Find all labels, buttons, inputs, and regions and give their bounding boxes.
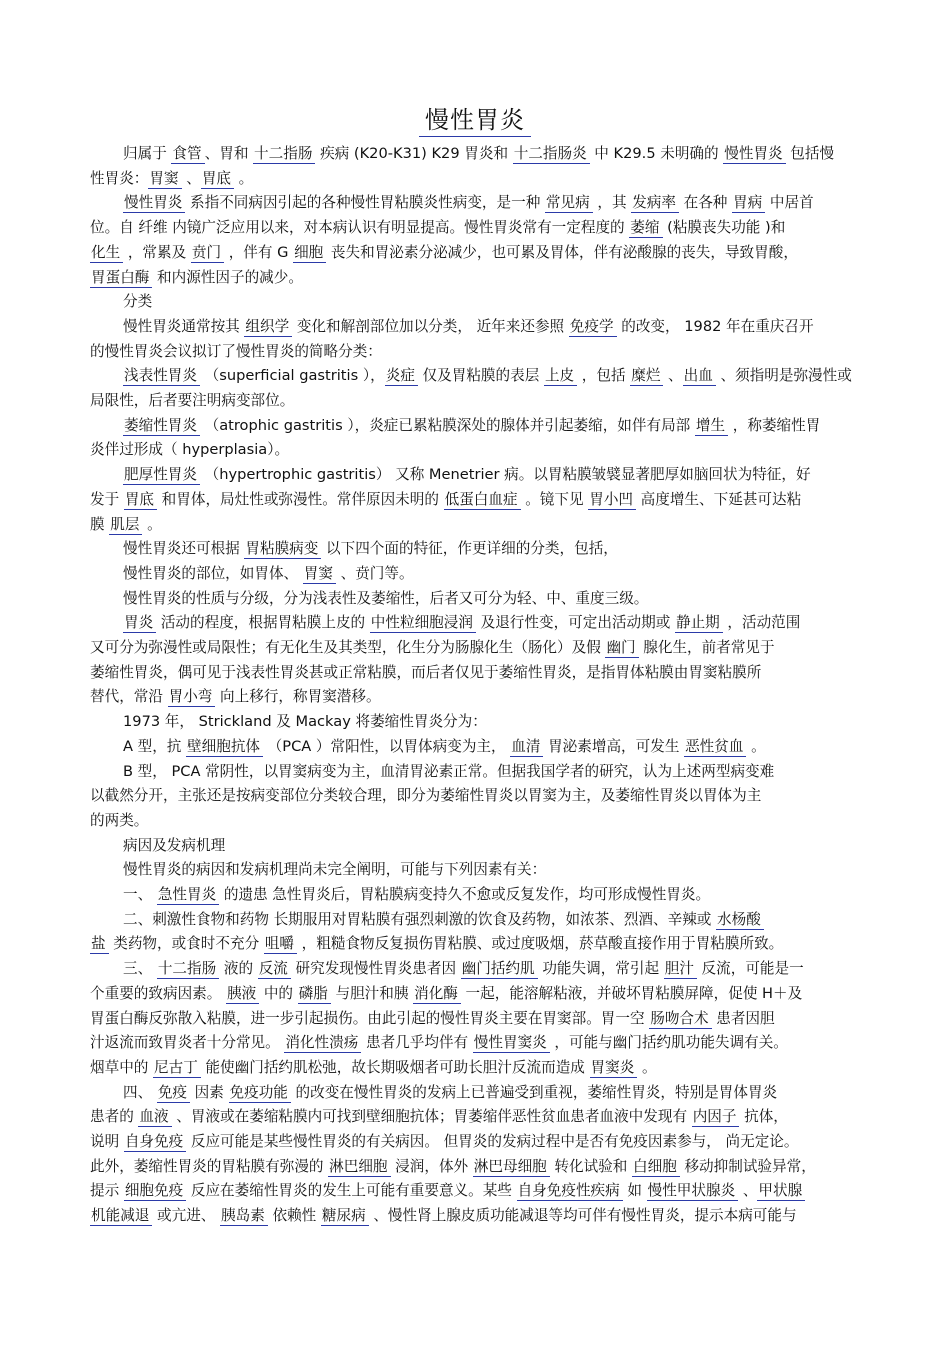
text-run: 。 xyxy=(234,169,254,187)
text-run: 依赖性 xyxy=(267,1207,321,1225)
term-link[interactable]: 肥厚性胃炎 xyxy=(123,466,200,485)
text-run: 一起，能溶解粘液，并破坏胃粘膜屏障，促使 H＋及 xyxy=(460,984,803,1002)
text-run: 以截然分开，主张还是按病变部位分类较合理，即分为萎缩性胃炎以胃窦为主，及萎缩性胃炎以胃体为主 xyxy=(90,787,762,805)
text-run: 和内源性因子的减少。 xyxy=(152,268,303,286)
text-run: 炎伴过形成（ hyperplasia）。 xyxy=(90,441,290,459)
term-link[interactable]: 急性胃炎 xyxy=(157,886,219,905)
text-line xyxy=(123,737,860,757)
text-run: 在各种 xyxy=(678,194,733,212)
text-run: 的慢性胃炎会议拟订了慢性胃炎的简略分类： xyxy=(90,342,382,360)
text-line xyxy=(123,589,860,609)
text-line xyxy=(123,1083,860,1103)
text-run: 反应在萎缩性胃炎的发生上可能有重要意义。某些 xyxy=(186,1182,517,1200)
text-run: 汁返流而致胃炎者十分常见。 xyxy=(90,1034,285,1052)
text-run: 抗体， xyxy=(739,1108,788,1126)
text-run: 中的 xyxy=(259,984,298,1002)
term-link[interactable]: 萎缩 xyxy=(629,219,662,238)
text-line xyxy=(90,490,860,510)
text-run: 丧失和胃泌素分泌减少，也可累及胃体，伴有泌酸腺的丧失，导致胃酸， xyxy=(326,243,798,261)
term-link[interactable]: 慢性胃炎 xyxy=(723,145,785,164)
text-run: 高度增生、下延甚可达粘 xyxy=(636,490,802,508)
text-line xyxy=(90,663,860,683)
term-link[interactable]: 机能减退 xyxy=(90,1207,152,1226)
text-run: ，可能与幽门括约肌功能失调有关。 xyxy=(549,1034,788,1052)
text-run: 胃蛋白酶反弥散入粘膜，进一步引起损伤。由此引起的慢性胃炎主要在胃窦部。胃一空 xyxy=(90,1009,650,1027)
text-run: 性胃炎： xyxy=(90,169,149,187)
text-line xyxy=(123,539,860,559)
text-run: 中 K29.5 未明确的 xyxy=(589,145,724,162)
term-link[interactable]: 慢性胃炎 xyxy=(123,194,185,213)
text-line xyxy=(90,1206,860,1226)
text-run: 的改变， 1982 年在重庆召开 xyxy=(616,317,814,335)
term-link[interactable]: 静止期 xyxy=(675,614,723,633)
term-link[interactable]: 血液 xyxy=(138,1108,171,1127)
text-run: 液的 xyxy=(219,960,258,978)
text-line xyxy=(123,910,860,930)
term-link[interactable]: 胰液 xyxy=(226,985,259,1004)
text-line xyxy=(90,811,860,831)
term-link[interactable]: 壁细胞抗体 xyxy=(186,738,263,757)
text-line xyxy=(90,1033,860,1053)
text-run: 研究发现慢性胃炎患者因 xyxy=(290,960,461,978)
term-link[interactable]: 细胞 xyxy=(293,244,326,263)
term-link[interactable]: 上皮 xyxy=(544,367,577,386)
text-run: 分类 xyxy=(123,293,153,311)
term-link[interactable]: 自身免疫性疾病 xyxy=(517,1182,623,1201)
text-run: 归属于 xyxy=(123,145,172,162)
term-link[interactable]: 胆汁 xyxy=(664,960,697,979)
text-line xyxy=(123,959,860,979)
term-link[interactable]: 恶性贫血 xyxy=(684,738,746,757)
text-run: 变化和解剖部位加以分类， 近年来还参照 xyxy=(292,317,569,335)
text-line xyxy=(123,317,860,337)
term-link[interactable]: 白细胞 xyxy=(632,1158,680,1177)
text-run: 、胃和 xyxy=(204,145,254,162)
text-run: 。镜下见 xyxy=(520,490,589,508)
text-run: 和胃体，局灶性或弥漫性。常伴原因未明的 xyxy=(157,490,444,508)
text-run: B 型， PCA 常阴性，以胃窦病变为主，血清胃泌素正常。但据我国学者的研究，认为上述两型病变难 xyxy=(123,762,775,780)
term-link[interactable]: 肠吻合术 xyxy=(649,1010,711,1029)
term-link[interactable]: 咀嚼 xyxy=(264,935,297,954)
text-run: 。 xyxy=(142,515,162,533)
text-run: 三、 xyxy=(123,960,157,978)
term-link[interactable]: 反流 xyxy=(258,960,291,979)
text-run: 。 xyxy=(637,1058,657,1076)
term-link[interactable]: 组织学 xyxy=(244,318,292,337)
text-run: 慢性胃炎的病因和发病机理尚未完全阐明，可能与下列因素有关： xyxy=(123,861,547,879)
text-line xyxy=(90,1181,860,1201)
text-run: 能使幽门括约肌松弛，故长期吸烟者可助长胆汁反流而造成 xyxy=(200,1058,590,1076)
text-line xyxy=(123,416,860,436)
term-link[interactable]: 胃小凹 xyxy=(588,491,636,510)
text-line xyxy=(90,268,860,288)
text-line xyxy=(90,1132,860,1152)
text-run: 功能失调，常引起 xyxy=(537,960,664,978)
text-run: 四、 xyxy=(123,1083,157,1101)
text-run: 又可分为弥漫性或局限性；有无化生及其类型，化生分为肠腺化生（肠化）及假 xyxy=(90,639,606,656)
term-link[interactable]: 甲状腺 xyxy=(757,1182,805,1201)
text-run: 慢性胃炎通常按其 xyxy=(123,317,245,335)
text-run: 向上移行，称胃窦潜移。 xyxy=(215,688,381,706)
term-link[interactable]: 肌层 xyxy=(109,516,142,535)
text-line xyxy=(90,1058,860,1078)
text-line xyxy=(123,366,860,386)
text-run: ，伴有 G xyxy=(224,243,294,261)
text-run: A 型，抗 xyxy=(123,737,187,755)
text-line xyxy=(90,687,860,707)
text-run: 病因及发病机理 xyxy=(123,836,226,854)
text-run: 及退行性变，可定出活动期或 xyxy=(475,614,675,632)
text-run: 的两类。 xyxy=(90,811,149,829)
text-run: 患者因胆 xyxy=(711,1009,775,1027)
text-line xyxy=(90,391,860,411)
text-run: 个重要的致病因素。 xyxy=(90,984,226,1002)
text-line xyxy=(90,934,860,954)
text-line xyxy=(90,440,860,460)
text-run: 如 xyxy=(622,1182,647,1200)
text-line xyxy=(123,712,860,732)
text-line xyxy=(90,515,860,535)
text-run: 类药物，或食时不充分 xyxy=(108,935,264,953)
text-run: 以下四个面的特征，作更详细的分类，包括， xyxy=(321,540,618,558)
text-run: 系指不同病因引起的各种慢性胃粘膜炎性病变，是一种 xyxy=(185,194,545,212)
text-run: (粘膜丧失功能 )和 xyxy=(662,219,786,237)
term-link[interactable]: 胃炎 xyxy=(123,614,156,633)
text-line xyxy=(90,342,860,362)
text-line xyxy=(123,193,860,213)
term-link[interactable]: 慢性甲状腺炎 xyxy=(647,1182,739,1201)
text-run: 的遗患 急性胃炎后，胃粘膜病变持久不愈或反复发作，均可形成慢性胃炎。 xyxy=(219,886,711,903)
term-link[interactable]: 食管 xyxy=(171,145,204,164)
text-run: 中居首 xyxy=(765,194,814,212)
text-line xyxy=(90,638,860,658)
text-line xyxy=(123,144,860,164)
text-run: ，活动范围 xyxy=(722,614,801,632)
text-run: 一、 xyxy=(123,886,157,903)
text-run: ，包括 xyxy=(577,367,631,385)
term-link[interactable]: 十二指肠 xyxy=(253,145,315,164)
text-run: 因素 xyxy=(190,1083,229,1101)
text-line xyxy=(123,465,860,485)
text-line xyxy=(90,984,860,1004)
text-line xyxy=(90,1107,860,1127)
term-link[interactable]: 胃窦 xyxy=(303,565,336,584)
text-run: 膜 xyxy=(90,515,110,533)
text-run: 慢性胃炎还可根据 xyxy=(123,540,245,558)
text-run: 或亢进、 xyxy=(152,1207,221,1225)
term-link[interactable]: 免疫 xyxy=(157,1084,190,1103)
text-run: ，常累及 xyxy=(123,243,191,261)
text-line xyxy=(90,1157,860,1177)
text-run: 替代，常沿 xyxy=(90,688,168,706)
text-run: 1973 年， Strickland 及 Mackay 将萎缩性胃炎分为： xyxy=(123,713,487,731)
text-run: （hypertrophic gastritis） 又称 Menetrier 病。以胃粘膜皱襞显著肥厚如脑回状为特征，好 xyxy=(199,466,811,484)
term-link[interactable]: 中性粒细胞浸润 xyxy=(370,614,476,633)
text-line xyxy=(123,613,860,633)
text-run: 此外，萎缩性胃炎的胃粘膜有弥漫的 xyxy=(90,1157,329,1175)
term-link[interactable]: 淋巴细胞 xyxy=(328,1158,390,1177)
term-link[interactable]: 盐 xyxy=(90,935,109,954)
term-link[interactable]: 增生 xyxy=(695,417,728,436)
text-run: 仅及胃粘膜的表层 xyxy=(417,367,544,385)
term-link[interactable]: 胃窦炎 xyxy=(590,1059,638,1078)
text-run: 位。自 纤维 内镜广泛应用以来，对本病认识有明显提高。慢性胃炎常有一定程度的 xyxy=(90,219,630,237)
text-run: 、贲门等。 xyxy=(335,564,414,582)
term-link[interactable]: 尼古丁 xyxy=(153,1059,201,1078)
term-link[interactable]: 内因子 xyxy=(692,1108,740,1127)
text-run: 的改变在慢性胃炎的发病上已普遍受到重视，萎缩性胃炎，特别是胃体胃炎 xyxy=(290,1083,778,1101)
text-run: ，称萎缩性胃 xyxy=(728,416,821,434)
term-link[interactable]: 十二指肠炎 xyxy=(513,145,590,164)
term-link[interactable]: 出血 xyxy=(683,367,716,386)
text-line xyxy=(123,564,860,584)
text-line xyxy=(90,786,860,806)
text-run: 烟草中的 xyxy=(90,1058,154,1076)
term-link[interactable]: 炎症 xyxy=(385,367,418,386)
text-run: 、 xyxy=(663,367,683,385)
text-run: 患者的 xyxy=(90,1108,139,1126)
text-line xyxy=(90,1009,860,1029)
text-run: 反应可能是某些慢性胃炎的有关病因。 但胃炎的发病过程中是否有免疫因素参与， 尚无定论。 xyxy=(186,1133,799,1150)
text-line xyxy=(123,762,860,782)
term-link[interactable]: 磷脂 xyxy=(298,985,331,1004)
term-link[interactable]: 化生 xyxy=(90,244,123,263)
term-link[interactable]: 萎缩性胃炎 xyxy=(123,417,200,436)
text-line xyxy=(123,885,860,905)
term-link[interactable]: 水杨酸 xyxy=(716,911,764,930)
term-link[interactable]: 淋巴母细胞 xyxy=(473,1158,550,1177)
text-run: 包括慢 xyxy=(785,145,835,162)
text-run: ，粗糙食物反复损伤胃粘膜、或过度吸烟，菸草酸直接作用于胃粘膜所致。 xyxy=(297,935,784,953)
text-run: 提示 xyxy=(90,1182,124,1200)
term-link[interactable]: 胃小弯 xyxy=(168,688,216,707)
term-link[interactable]: 贲门 xyxy=(191,244,224,263)
text-run: 浸润，体外 xyxy=(390,1157,473,1175)
text-run: （superficial gastritis ）， xyxy=(199,367,385,385)
text-run: 说明 xyxy=(90,1133,124,1150)
text-line xyxy=(90,169,860,189)
text-run: 萎缩性胃炎，偶可见于浅表性胃炎甚或正常粘膜，而后者仅见于萎缩性胃炎，是指胃体粘膜由胃窦粘膜所 xyxy=(90,663,762,681)
text-line xyxy=(123,860,860,880)
text-run: 反流，可能是一 xyxy=(696,960,804,978)
term-link[interactable]: 胃窦 xyxy=(148,170,181,189)
text-line xyxy=(90,243,860,263)
term-link[interactable]: 十二指肠 xyxy=(157,960,219,979)
text-run: 活动的程度，根据胃粘膜上皮的 xyxy=(156,614,370,632)
term-link[interactable]: 胃底 xyxy=(201,170,234,189)
term-link[interactable]: 胃底 xyxy=(124,491,157,510)
term-link[interactable]: 低蛋白血症 xyxy=(444,491,521,510)
text-run: 、胃液或在萎缩粘膜内可找到壁细胞抗体；胃萎缩伴恶性贫血患者血液中发现有 xyxy=(171,1108,692,1126)
text-run: 发于 xyxy=(90,490,124,508)
text-run: 。 xyxy=(746,737,766,755)
term-link[interactable]: 消化酶 xyxy=(413,985,461,1004)
text-run: 腺化生，前者常见于 xyxy=(638,639,775,656)
term-link[interactable]: 慢性胃窦炎 xyxy=(473,1034,550,1053)
term-link[interactable]: 免疫学 xyxy=(569,318,617,337)
text-run: 转化试验和 xyxy=(549,1157,633,1175)
text-line xyxy=(123,836,860,856)
term-link[interactable]: 血清 xyxy=(510,738,543,757)
term-link[interactable]: 胃蛋白酶 xyxy=(90,269,152,288)
text-line xyxy=(90,218,860,238)
term-link[interactable]: 发病率 xyxy=(631,194,679,213)
term-link[interactable]: 幽门 xyxy=(605,639,638,658)
text-run: （PCA ）常阳性，以胃体病变为主， xyxy=(263,737,511,755)
text-run: （atrophic gastritis ），炎症已累粘膜深处的腺体并引起萎缩，如伴有局部 xyxy=(199,416,695,434)
text-run: 、 xyxy=(738,1182,758,1200)
text-run: 移动抑制试验异常， xyxy=(679,1157,816,1175)
term-link[interactable]: 细胞免疫 xyxy=(124,1182,186,1201)
text-line xyxy=(123,292,860,312)
term-link[interactable]: 糖尿病 xyxy=(321,1207,369,1226)
text-run: ，其 xyxy=(592,194,632,212)
text-run: 二、刺激性食物和药物 长期服用对胃粘膜有强烈刺激的饮食及药物，如浓茶、烈酒、辛辣或 xyxy=(123,910,717,928)
term-link[interactable]: 胃病 xyxy=(732,194,765,213)
text-run: 局限性，后者要注明病变部位。 xyxy=(90,392,295,409)
term-link[interactable]: 免疫功能 xyxy=(229,1084,291,1103)
document-title xyxy=(0,100,950,135)
text-run: 、慢性肾上腺皮质功能减退等均可伴有慢性胃炎，提示本病可能与 xyxy=(368,1207,797,1225)
term-link[interactable]: 常见病 xyxy=(545,194,593,213)
term-link[interactable]: 消化性溃疡 xyxy=(284,1034,361,1053)
term-link[interactable]: 胰岛素 xyxy=(220,1207,268,1226)
text-run: 慢性胃炎的部位，如胃体、 xyxy=(123,564,303,582)
text-run: 、须指明是弥漫性或 xyxy=(715,367,852,385)
term-link[interactable]: 浅表性胃炎 xyxy=(123,367,200,386)
term-link[interactable]: 自身免疫 xyxy=(124,1133,186,1152)
text-run: 疾病 (K20-K31) K29 胃炎和 xyxy=(315,145,513,162)
text-run: 与胆汁和胰 xyxy=(330,984,414,1002)
text-run: 患者几乎均伴有 xyxy=(361,1034,473,1052)
title-text: 慢性胃炎 xyxy=(419,106,531,137)
text-run: 胃泌素增高，可发生 xyxy=(543,737,685,755)
term-link[interactable]: 胃粘膜病变 xyxy=(244,540,321,559)
term-link[interactable]: 糜烂 xyxy=(630,367,663,386)
term-link[interactable]: 幽门括约肌 xyxy=(461,960,538,979)
text-run: 慢性胃炎的性质与分级，分为浅表性及萎缩性，后者又可分为轻、中、重度三级。 xyxy=(123,589,649,607)
text-run: 、 xyxy=(181,169,201,187)
